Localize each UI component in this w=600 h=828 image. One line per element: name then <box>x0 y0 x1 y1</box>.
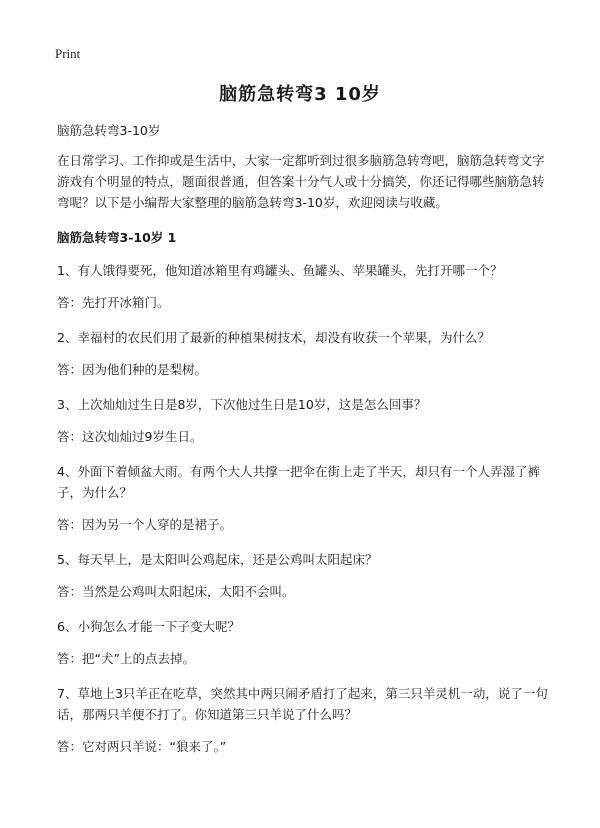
section-heading: 脑筋急转弯3-10岁 1 <box>57 230 177 245</box>
answer-5: 答：当然是公鸡叫太阳起床，太阳不会叫。 <box>57 584 295 599</box>
question-4: 4、外面下着倾盆大雨。有两个大人共撑一把伞在街上走了半天，却只有一个人弄湿了裤子，为什么？ <box>57 464 540 500</box>
answer-6: 答：把“犬”上的点去掉。 <box>57 651 195 666</box>
document-body <box>57 120 552 771</box>
answer-2: 答：因为他们种的是梨树。 <box>57 362 208 377</box>
question-5: 5、每天早上，是太阳叫公鸡起床，还是公鸡叫太阳起床？ <box>57 552 378 567</box>
intro-paragraph: 在日常学习、工作抑或是生活中，大家一定都听到过很多脑筋急转弯吧，脑筋急转弯文字游戏有个明显的特点，题面很普通，但答案十分气人或十分搞笑，你还记得哪些脑筋急转弯呢？以下是小编帮大家整理的脑筋急转弯3-10岁，欢迎阅读与收藏。 <box>57 153 545 210</box>
print-label: Print <box>55 46 81 61</box>
answer-1: 答：先打开冰箱门。 <box>57 295 170 310</box>
answer-3: 答：这次灿灿过9岁生日。 <box>57 429 203 444</box>
question-6: 6、小狗怎么才能一下子变大呢？ <box>57 619 240 634</box>
answer-7: 答：它对两只羊说：“狼来了。” <box>57 739 227 754</box>
question-1: 1、有人饿得要死，他知道冰箱里有鸡罐头、鱼罐头、苹果罐头，先打开哪一个？ <box>57 263 503 278</box>
page-title: 脑筋急转弯3 10岁 <box>219 84 381 105</box>
answer-4: 答：因为另一个人穿的是裙子。 <box>57 517 233 532</box>
question-2: 2、幸福村的农民们用了最新的种植果树技术，却没有收获一个苹果，为什么？ <box>57 330 490 345</box>
doc-subtitle: 脑筋急转弯3-10岁 <box>57 123 161 138</box>
question-7: 7、草地上3只羊正在吃草，突然其中两只闹矛盾打了起来，第三只羊灵机一动，说了一句话，那两只羊便不打了。你知道第三只羊说了什么吗？ <box>57 686 548 722</box>
question-3: 3、上次灿灿过生日是8岁，下次他过生日是10岁，这是怎么回事？ <box>57 397 427 412</box>
